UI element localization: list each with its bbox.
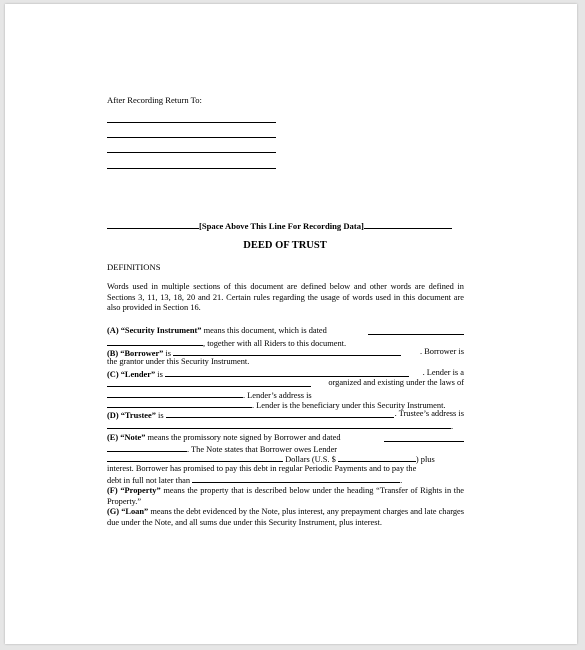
definition-a-line-1 — [107, 326, 464, 336]
definition-c-text-5: . Lender is the beneficiary under this Security Instrument. — [252, 401, 446, 410]
definition-b-term: “Borrower” — [120, 349, 164, 358]
definition-b-text-2: . Borrower is — [420, 347, 464, 356]
definition-d-term: “Trustee” — [120, 411, 156, 420]
definition-b-line-2: the grantor under this Security Instrument. — [107, 357, 250, 366]
definition-a-label: (A) — [107, 326, 119, 335]
definition-g-term: “Loan” — [121, 507, 149, 516]
lender-address-blank — [107, 399, 252, 408]
definitions-intro: Words used in multiple sections of this document are defined below and other words are defined in Sections 3, 11, 13, 18, 20 and 21. Certain rules regarding the usage of words used in this document are also provided in Section 16. — [107, 282, 464, 312]
definition-e-line-4: interest. Borrower has promised to pay this debt in regular Periodic Payments and to pay the — [107, 464, 417, 473]
date-blank-continued — [107, 337, 203, 346]
borrower-blank — [173, 347, 401, 356]
definition-c-text-3: organized and existing under the laws of — [328, 378, 464, 387]
definition-e-text-7: . — [400, 476, 403, 485]
note-date-blank — [384, 433, 464, 442]
document-title: DEED OF TRUST — [243, 240, 327, 251]
definition-f — [107, 486, 464, 507]
definition-d-line-2 — [107, 420, 464, 432]
divider-rule-left — [107, 220, 199, 229]
return-address-line-2 — [107, 137, 276, 138]
definition-a-term: “Security Instrument” — [120, 326, 202, 335]
definition-e-label: (E) — [107, 433, 119, 442]
definition-e-text: means the promissory note signed by Borrower and dated — [147, 433, 341, 442]
definition-e-text-4: ) plus — [415, 455, 435, 464]
definition-e-text-6: debt in full not later than — [107, 476, 191, 485]
jurisdiction-blank — [107, 389, 243, 398]
definition-d-text-2: . Trustee’s address is — [394, 409, 464, 418]
definition-b-label: (B) — [107, 349, 119, 358]
return-address-line-3 — [107, 152, 276, 153]
definition-c-term: “Lender” — [120, 370, 156, 379]
definition-a-text: means this document, which is dated — [203, 326, 327, 335]
definition-c-text-2: . Lender is a — [422, 368, 464, 377]
date-blank — [368, 326, 464, 335]
definition-a-text-2: , together with all Riders to this document. — [203, 339, 347, 348]
note-date-blank-continued — [107, 443, 187, 452]
definition-e-text-3: Dollars (U.S. $ — [285, 455, 336, 464]
definition-d-label: (D) — [107, 411, 119, 420]
definition-f-label: (F) — [107, 486, 118, 495]
entity-type-blank — [107, 378, 311, 387]
amount-dollars-blank — [338, 453, 416, 462]
document-page — [5, 4, 577, 644]
definition-e-line-1 — [107, 433, 464, 443]
definition-g — [107, 507, 464, 528]
amount-words-blank — [107, 453, 283, 462]
maturity-date-blank — [192, 474, 403, 485]
trustee-blank — [166, 409, 394, 418]
definition-b-text: is — [165, 349, 172, 358]
definition-e-term: “Note” — [120, 433, 146, 442]
definition-c-label: (C) — [107, 370, 119, 379]
definition-f-text: means the property that is described below under the heading “Transfer of Rights in the Property.” — [107, 486, 465, 506]
recording-space-divider — [107, 220, 463, 231]
return-address-line-1 — [107, 122, 276, 123]
definition-c-text-4: . Lender’s address is — [243, 391, 312, 400]
definitions-heading: DEFINITIONS — [107, 262, 161, 272]
definition-d-text-3: . — [451, 422, 454, 431]
return-to-label: After Recording Return To: — [107, 95, 202, 105]
definition-g-text: means the debt evidenced by the Note, plus interest, any prepayment charges and late charges due under the Note, and all sums due under this Security Instrument, plus interest. — [107, 507, 465, 527]
definition-e-line-5 — [107, 474, 464, 486]
definition-d-text: is — [158, 411, 164, 420]
space-above-label: [Space Above This Line For Recording Data] — [199, 221, 364, 231]
trustee-address-blank — [107, 420, 454, 431]
definition-g-label: (G) — [107, 507, 120, 516]
divider-rule-right — [364, 220, 452, 229]
definition-e-text-2: . The Note states that Borrower owes Lender — [187, 445, 338, 454]
return-address-line-4 — [107, 168, 276, 169]
definition-f-term: “Property” — [120, 486, 161, 495]
lender-blank — [165, 368, 409, 377]
definition-c-text: is — [157, 370, 163, 379]
